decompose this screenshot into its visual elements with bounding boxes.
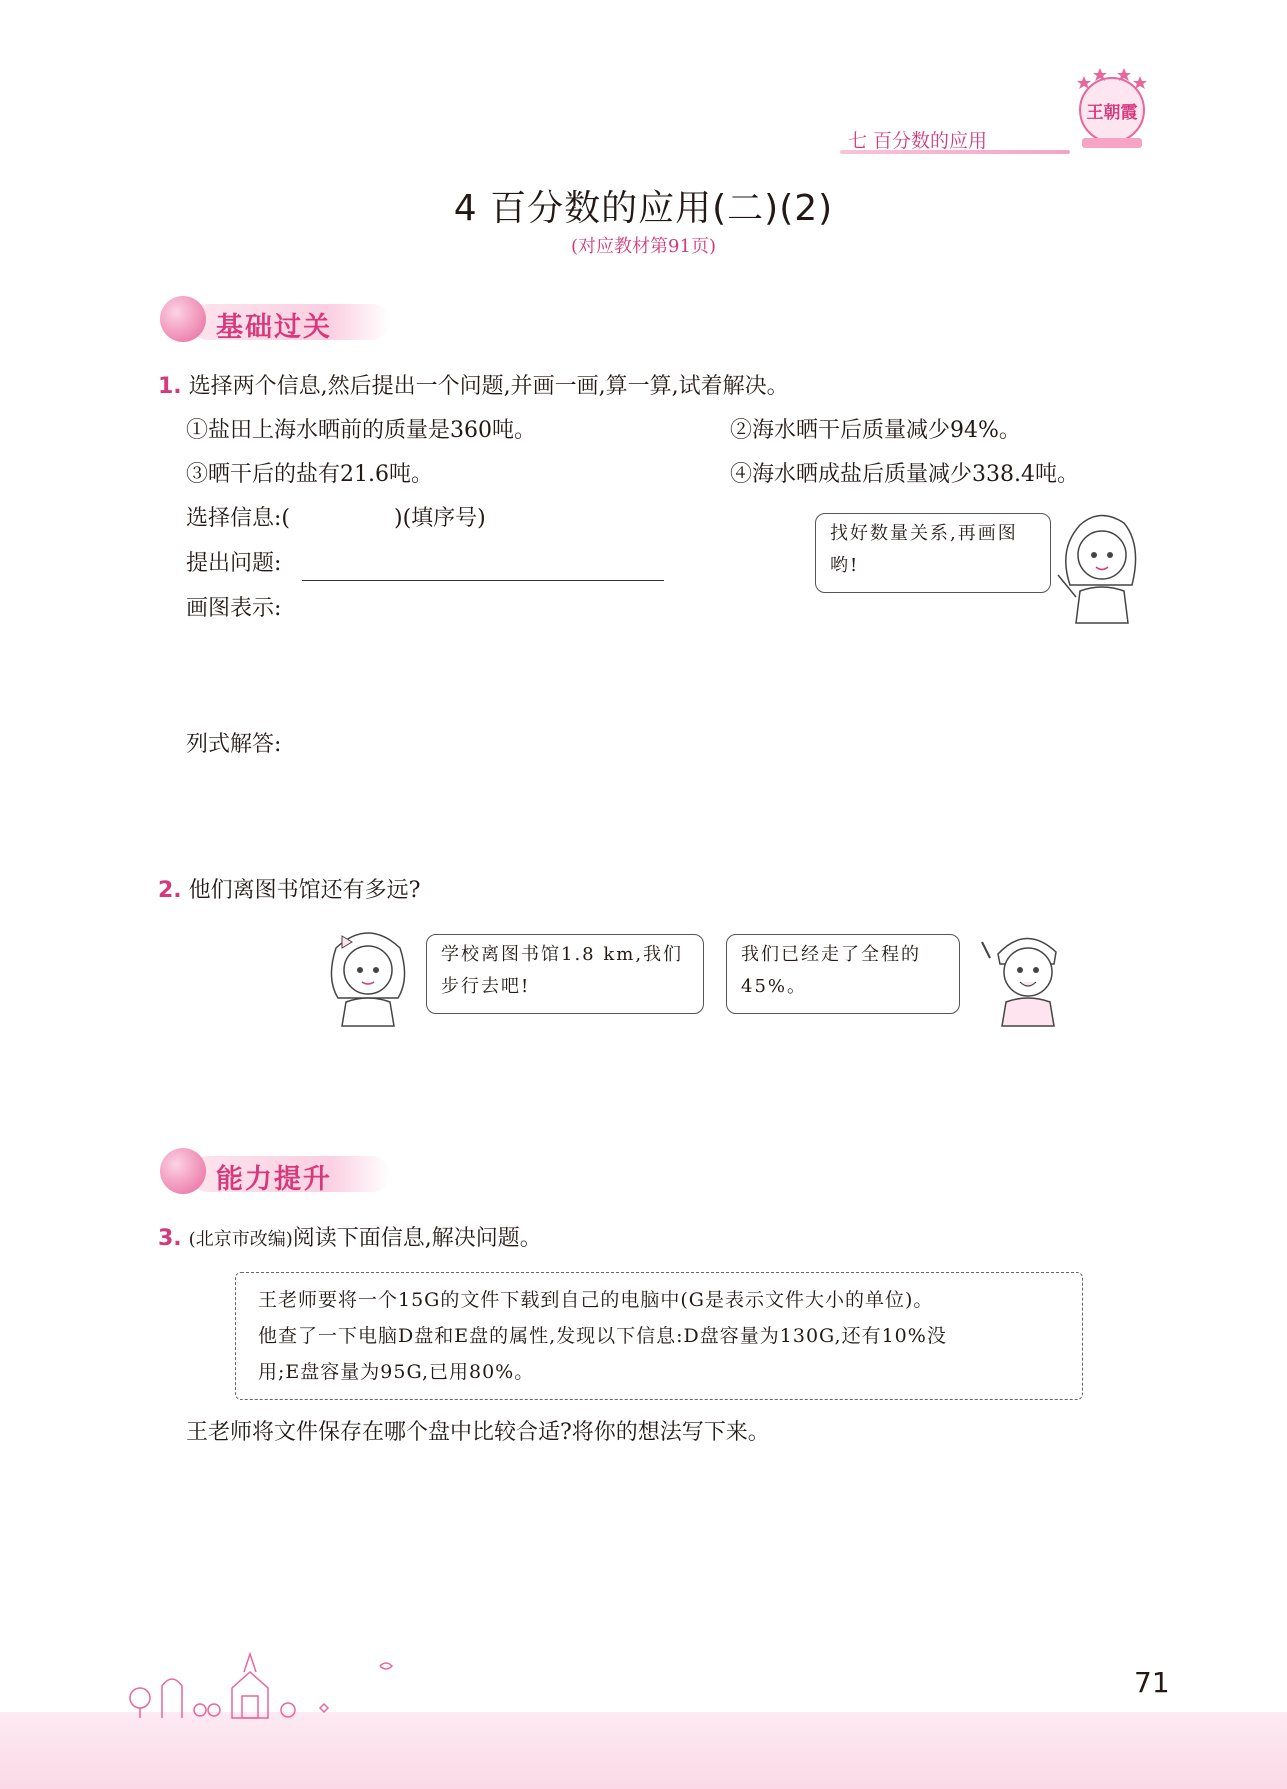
info-item: ①盐田上海水晒前的质量是360吨。 [186, 418, 536, 443]
svg-text:王朝霞: 王朝霞 [1086, 103, 1138, 123]
question-text: 选择两个信息,然后提出一个问题,并画一画,算一算,试着解决。 [188, 374, 789, 399]
info-item: ②海水晒干后质量减少94%。 [730, 418, 1021, 443]
select-info-suffix: )(填序号) [394, 506, 486, 531]
section-title-basic: 基础过关 [216, 312, 332, 343]
brand-logo [1072, 62, 1152, 152]
answer-area[interactable] [186, 1456, 1066, 1656]
girl-character-illustration [1040, 505, 1160, 625]
question-number: 1. [158, 374, 182, 399]
chapter-label: 七 百分数的应用 [848, 130, 988, 152]
section-banner-advanced [160, 1148, 390, 1196]
question-text: 阅读下面信息,解决问题。 [292, 1226, 542, 1251]
info-line: 他查了一下电脑D盘和E盘的属性,发现以下信息:D盘容量为130G,还有10%没 [258, 1325, 947, 1347]
question-3-subquestion: 王老师将文件保存在哪个盘中比较合适?将你的想法写下来。 [186, 1420, 770, 1445]
question-1-prompt [158, 372, 789, 402]
question-source: (北京市改编) [188, 1229, 293, 1250]
ask-answer-line[interactable] [302, 554, 664, 581]
question-number: 3. [158, 1226, 182, 1251]
section-banner-basic [160, 296, 390, 344]
lesson-subtitle: (对应教材第91页) [571, 236, 716, 257]
question-2-prompt [158, 876, 420, 906]
question-text: 他们离图书馆还有多远? [188, 878, 421, 903]
hint-bubble: 找好数量关系,再画图哟! [815, 513, 1051, 593]
section-title-advanced: 能力提升 [216, 1164, 332, 1195]
drawing-area[interactable] [186, 630, 1066, 726]
info-line: 王老师要将一个15G的文件下载到自己的电脑中(G是表示文件大小的单位)。 [258, 1289, 934, 1311]
solve-label: 列式解答: [186, 732, 282, 757]
select-info-row [186, 504, 486, 534]
footer-band [0, 1712, 1287, 1789]
speech-bubble-girl: 学校离图书馆1.8 km,我们步行去吧! [426, 934, 704, 1014]
boy-character-illustration [976, 918, 1076, 1028]
select-info-label: 选择信息:( [186, 506, 290, 531]
draw-label: 画图表示: [186, 596, 282, 621]
globe-icon [160, 296, 206, 342]
girl-character-illustration [318, 918, 418, 1028]
page-number: 71 [1134, 1666, 1170, 1699]
info-item: ④海水晒成盐后质量减少338.4吨。 [730, 462, 1079, 487]
info-item: ③晒干后的盐有21.6吨。 [186, 462, 433, 487]
solve-area[interactable] [186, 766, 1066, 866]
globe-icon [160, 1148, 206, 1194]
question-3-prompt [158, 1224, 542, 1255]
info-line: 用;E盘容量为95G,已用80%。 [258, 1361, 535, 1383]
question-number: 2. [158, 878, 182, 903]
lesson-title: 4 百分数的应用(二)(2) [453, 188, 834, 229]
ask-label: 提出问题: [186, 551, 282, 576]
info-box-text [258, 1282, 1068, 1390]
town-decoration-illustration [120, 1648, 420, 1720]
speech-bubble-boy: 我们已经走了全程的45%。 [726, 934, 960, 1014]
